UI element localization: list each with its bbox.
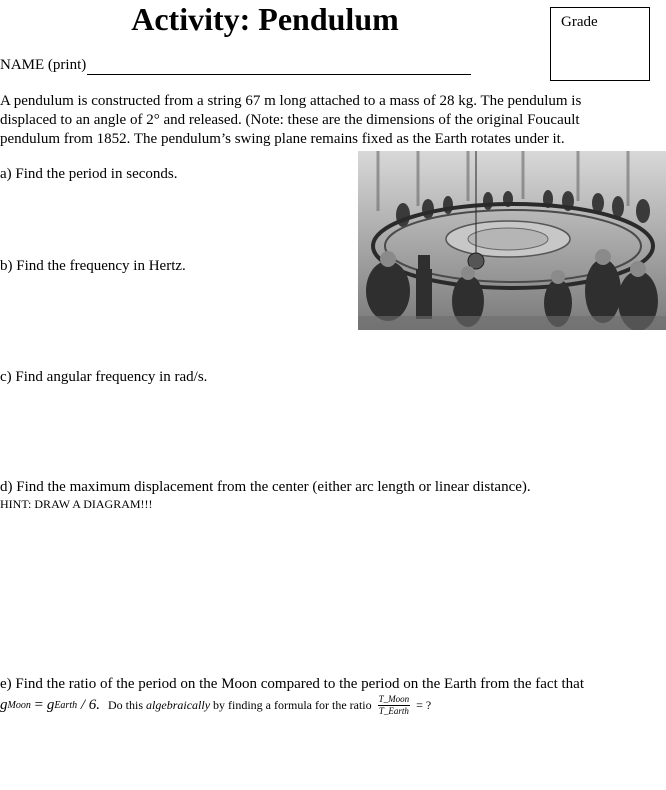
question-e-formula-line — [0, 694, 431, 717]
ratio-text: by finding a formula for the ratio — [210, 698, 375, 712]
fraction-denominator: T_Earth — [378, 706, 409, 716]
question-d-hint: HINT: DRAW A DIAGRAM!!! — [0, 497, 153, 511]
g-symbol: g — [0, 697, 8, 713]
equals-question: = ? — [413, 698, 432, 712]
divide-by-six: / 6. — [77, 697, 101, 713]
earth-subscript: Earth — [54, 700, 78, 711]
intro-paragraph: A pendulum is constructed from a string 67 m long attached to a mass of 28 kg. The pendulum is displaced to an angle of 2° and released. (Note: these are the dimensions of the original Foucault pendulum from 1852. The pendulum’s swing plane remains fixed as the Earth rotates under it. — [0, 93, 582, 147]
moon-subscript: Moon — [7, 700, 31, 711]
do-this-text: Do this — [108, 698, 147, 712]
question-d: d) Find the maximum displacement from the center (either arc length or linear distance). — [0, 479, 531, 495]
question-b: b) Find the frequency in Hertz. — [0, 258, 186, 274]
g-symbol-2: g — [46, 697, 55, 713]
fraction-numerator: T_Moon — [378, 694, 410, 704]
question-a: a) Find the period in seconds. — [0, 166, 178, 182]
question-c: c) Find angular frequency in rad/s. — [0, 369, 208, 385]
foucault-pendulum-illustration — [358, 151, 666, 330]
name-field[interactable] — [0, 55, 471, 75]
algebraically-text: algebraically — [146, 698, 211, 712]
name-underline[interactable] — [87, 60, 471, 75]
question-e: e) Find the ratio of the period on the Moon compared to the period on the Earth from the fact that — [0, 676, 584, 692]
equals-sign: = — [30, 697, 47, 713]
period-ratio-fraction — [378, 694, 411, 717]
page-title: Activity: Pendulum — [131, 1, 399, 37]
grade-label: Grade — [561, 14, 598, 30]
name-label: NAME (print) — [0, 57, 87, 73]
grade-box[interactable] — [550, 7, 650, 81]
